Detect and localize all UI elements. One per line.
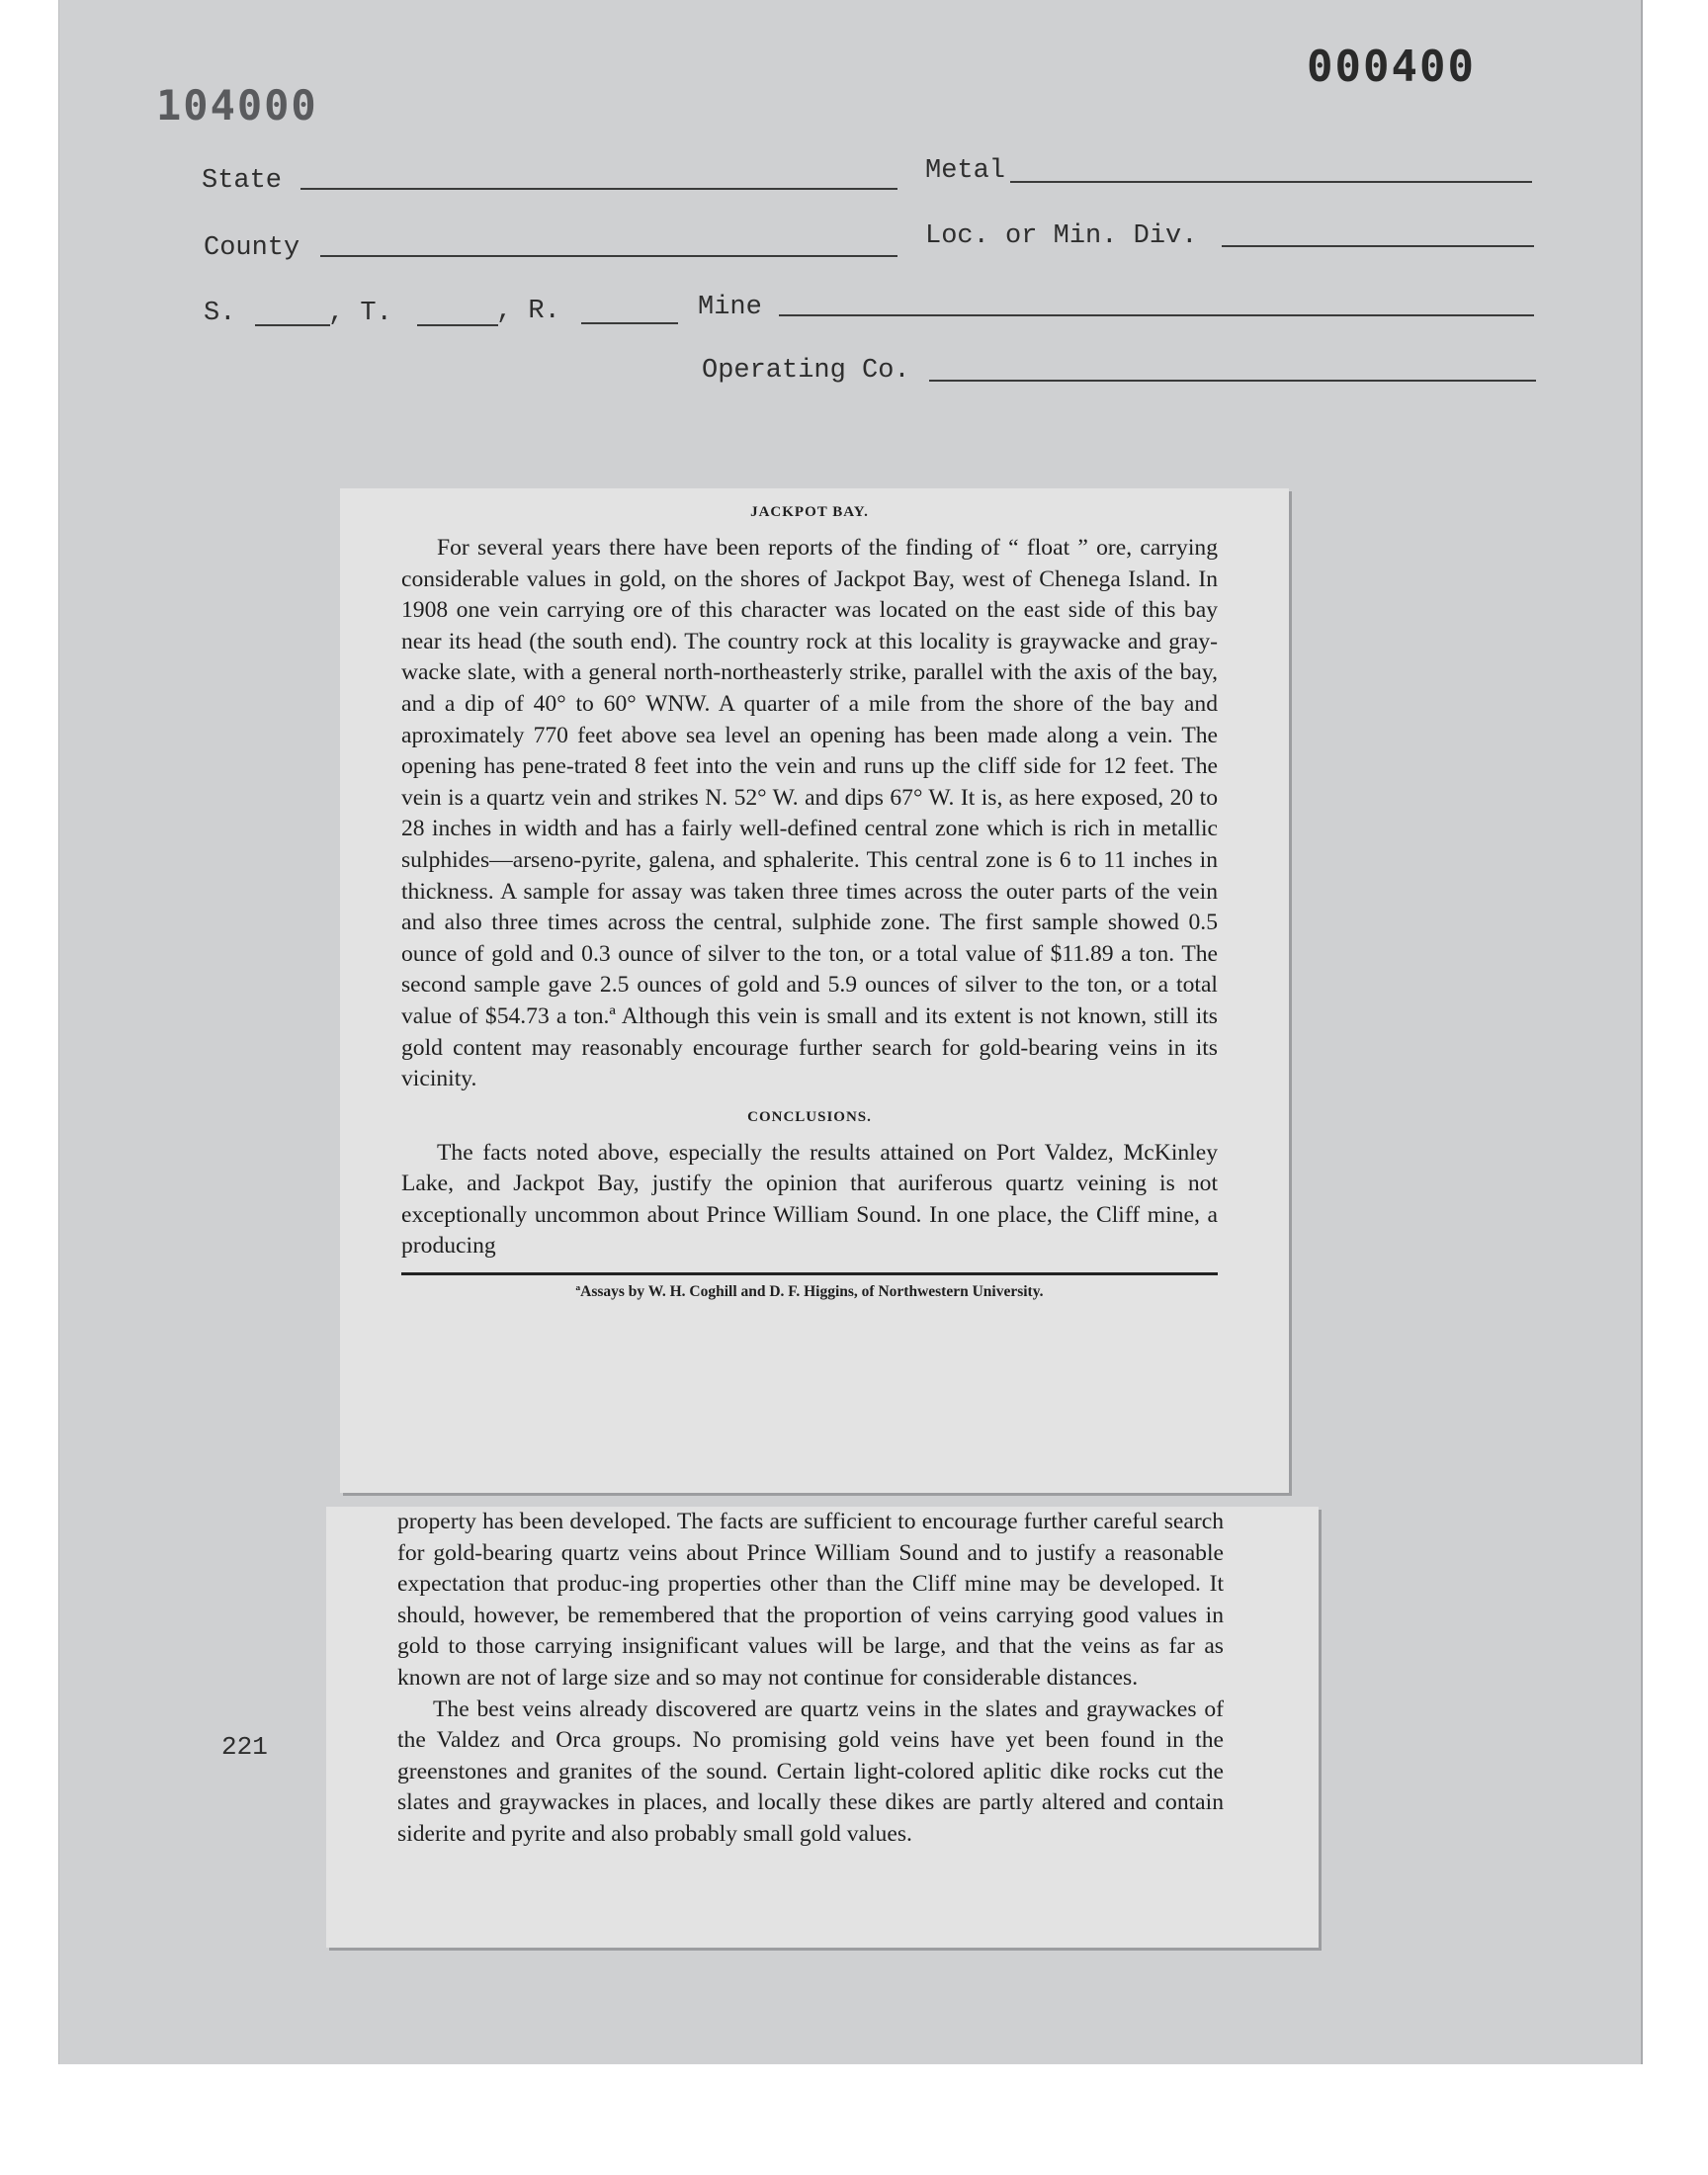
township-label: , T. — [328, 299, 392, 328]
jackpot-bay-paragraph: For several years there have been reports of the finding of “ float ” ore, carrying considerable values in gold, on the shores of Jackpot Bay, west of Chenega Island. In 1908 one vein carrying ore of this character was located on the east side of this bay near its head (the south end). The country rock at this locality is graywacke and gray-wacke slate, with a general north-northeasterly strike, parallel with the axis of the bay, and a dip of 40° to 60° WNW. A quarter of a mile from the shore of the bay and aproximately 770 feet above sea level an opening has been made along a vein. The opening has pene-trated 8 feet into the vein and runs up the cliff side for 12 feet. The vein is a quartz vein and strikes N. 52° W. and dips 67° W. It is, as here exposed, 20 to 28 inches in width and has a fairly well-defined central zone which is rich in metallic sulphides—arseno-pyrite, galena, and sphalerite. This central zone is 6 to 11 inches in thickness. A sample for assay was taken three times across the outer parts of the vein and also three times across the central, sulphide zone. The first sample showed 0.5 ounce of gold and 0.3 ounce of silver to the ton, or a total value of $11.89 a ton. The second sample gave 2.5 ounces of gold and 5.9 ounces of silver to the ton, or a total value of $54.73 a ton.ª Although this vein is small and its extent is not known, still its gold content may reasonably encourage further search for gold-bearing veins in its vicinity. — [401, 535, 1218, 1092]
footnote-rule — [401, 1272, 1218, 1275]
township-field-line — [417, 324, 498, 326]
state-field-line — [300, 188, 897, 190]
loc-min-div-field-line — [1222, 245, 1534, 247]
metal-label: Metal — [925, 156, 1006, 186]
county-label: County — [204, 233, 300, 263]
clipping-continuation — [326, 1507, 1319, 1948]
section-label: S. — [204, 299, 236, 328]
metal-field-line — [1010, 181, 1532, 183]
veins-paragraph: The best veins already discovered are quartz veins in the slates and graywackes of the Valdez and Orca groups. No promising gold veins have yet been found in the greenstones and granites of the sound. Certain light-colored aplitic dike rocks cut the slates and graywackes in places, and locally these dikes are partly altered and contain siderite and pyrite and also probably small gold values. — [397, 1696, 1224, 1847]
loc-min-div-label: Loc. or Min. Div. — [925, 221, 1198, 251]
range-field-line — [581, 322, 678, 324]
section-heading-jackpot-bay: JACKPOT BAY. — [750, 504, 869, 520]
operating-co-field-line — [929, 380, 1536, 382]
footnote: ªAssays by W. H. Coghill and D. F. Higgins, of Northwestern University. — [575, 1283, 1044, 1301]
section-field-line — [255, 324, 330, 326]
range-label: , R. — [496, 297, 560, 326]
county-field-line — [320, 255, 897, 257]
file-stamp-left: 104000 — [156, 81, 318, 130]
continuation-paragraph: property has been developed. The facts are sufficient to encourage further careful search for gold-bearing quartz veins about Prince William Sound and to justify a reasonable expectation that produc-ing properties other than the Cliff mine may be developed. It should, however, be remembered that the proportion of veins carrying good values in gold to those carrying insignificant values will be large, and that the veins as far as known are not of large size and so may not continue for considerable distances. — [397, 1509, 1224, 1691]
operating-co-label: Operating Co. — [702, 356, 910, 386]
file-stamp-right: 000400 — [1307, 42, 1476, 92]
state-label: State — [202, 166, 283, 196]
clipping-jackpot-bay — [340, 488, 1289, 1493]
mine-label: Mine — [698, 293, 762, 322]
page-number: 221 — [221, 1732, 268, 1762]
section-heading-conclusions: CONCLUSIONS. — [747, 1108, 872, 1125]
conclusions-paragraph: The facts noted above, especially the results attained on Port Valdez, McKinley Lake, and Jackpot Bay, justify the opinion that auriferous quartz veining is not exceptionally uncommon about Prince William Sound. In one place, the Cliff mine, a producing — [401, 1139, 1218, 1260]
mine-field-line — [779, 314, 1534, 316]
